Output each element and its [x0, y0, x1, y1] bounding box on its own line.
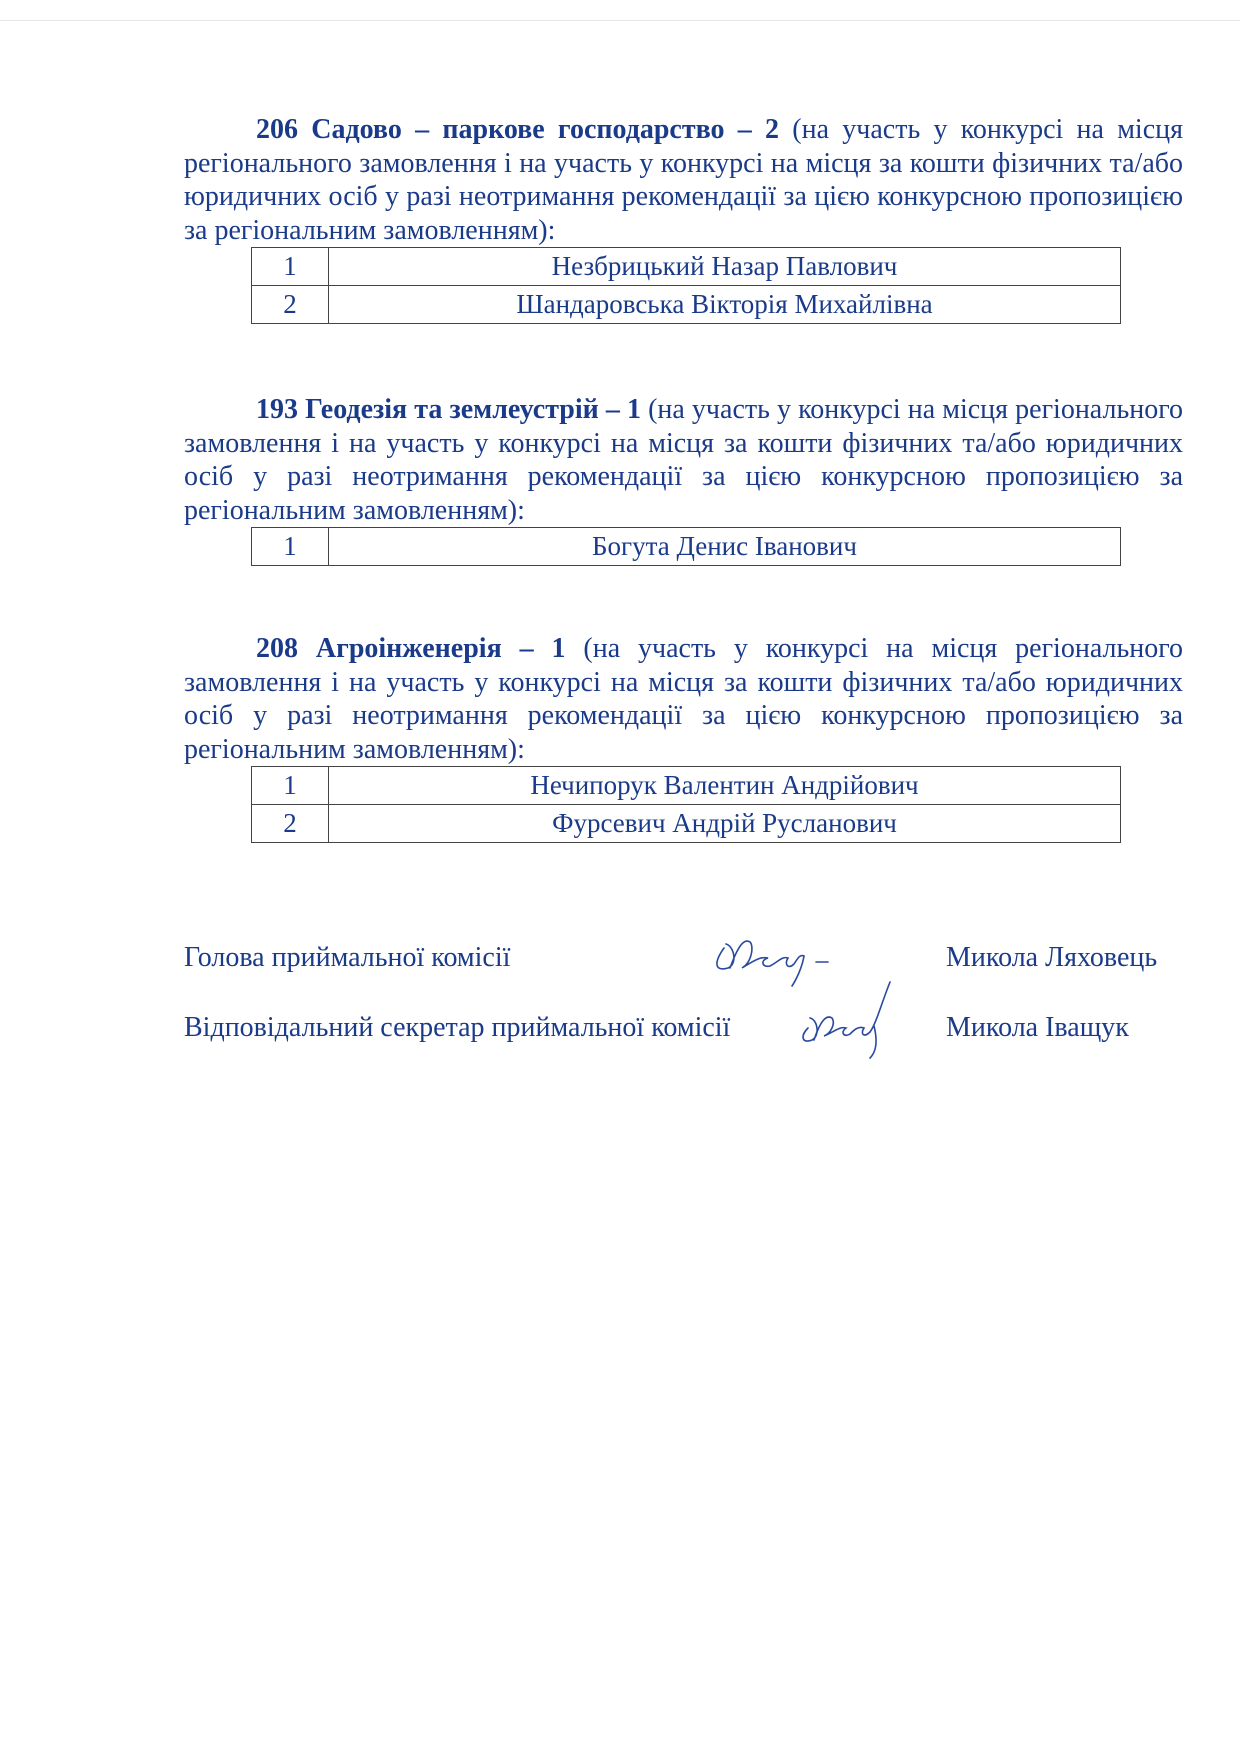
- row-number: 1: [252, 528, 329, 566]
- handwritten-signature-secretary: [794, 972, 904, 1062]
- row-number: 1: [252, 248, 329, 286]
- row-name: Нечипорук Валентин Андрійович: [329, 767, 1121, 805]
- section-paragraph: [184, 113, 1183, 247]
- row-number: 2: [252, 286, 329, 324]
- section-193: [184, 393, 1183, 566]
- table-row: [252, 805, 1121, 843]
- signatory-title: Відповідальний секретар приймальної комісії: [184, 1012, 731, 1043]
- names-table: [251, 527, 1121, 566]
- section-paragraph: [184, 632, 1183, 766]
- signatory-title: Голова приймальної комісії: [184, 942, 511, 973]
- section-206: [184, 113, 1183, 324]
- table-row: [252, 528, 1121, 566]
- table-row: [252, 248, 1121, 286]
- section-text: (на участь у конкурсі на місця регіонального замовлення і на участь у конкурсі на місця за кошти фізичних та/або юридичних осіб у разі неотримання рекомендації за цією конкурсною пропозицією за регіональним замовленням):: [184, 394, 1183, 526]
- table-row: [252, 767, 1121, 805]
- signatory-name: Микола Іващук: [946, 1012, 1129, 1043]
- section-text: (на участь у конкурсі на місця регіонального замовлення і на участь у конкурсі на місця за кошти фізичних та/або юридичних осіб у разі неотримання рекомендації за цією конкурсною пропозицією за регіональним замовленням):: [184, 114, 1183, 246]
- row-number: 2: [252, 805, 329, 843]
- section-208: [184, 632, 1183, 843]
- signatory-name: Микола Ляховець: [946, 942, 1158, 973]
- section-text: (на участь у конкурсі на місця регіонального замовлення і на участь у конкурсі на місця за кошти фізичних та/або юридичних осіб у разі неотримання рекомендації за цією конкурсною пропозицією за регіональним замовленням):: [184, 633, 1184, 765]
- row-name: Незбрицький Назар Павлович: [329, 248, 1121, 286]
- row-name: Шандаровська Вікторія Михайлівна: [329, 286, 1121, 324]
- section-heading: 206 Садово – паркове господарство – 2: [256, 114, 780, 145]
- signature-row-secretary: [184, 1012, 1184, 1052]
- page-edge: [0, 20, 1240, 21]
- row-name: Богута Денис Іванович: [329, 528, 1121, 566]
- section-paragraph: [184, 393, 1183, 527]
- names-table: [251, 766, 1121, 843]
- names-table: [251, 247, 1121, 324]
- table-row: [252, 286, 1121, 324]
- section-heading: 208 Агроінженерія – 1: [256, 633, 566, 664]
- row-number: 1: [252, 767, 329, 805]
- signature-row-chair: [184, 942, 1184, 982]
- section-heading: 193 Геодезія та землеустрій – 1: [256, 394, 641, 425]
- row-name: Фурсевич Андрій Русланович: [329, 805, 1121, 843]
